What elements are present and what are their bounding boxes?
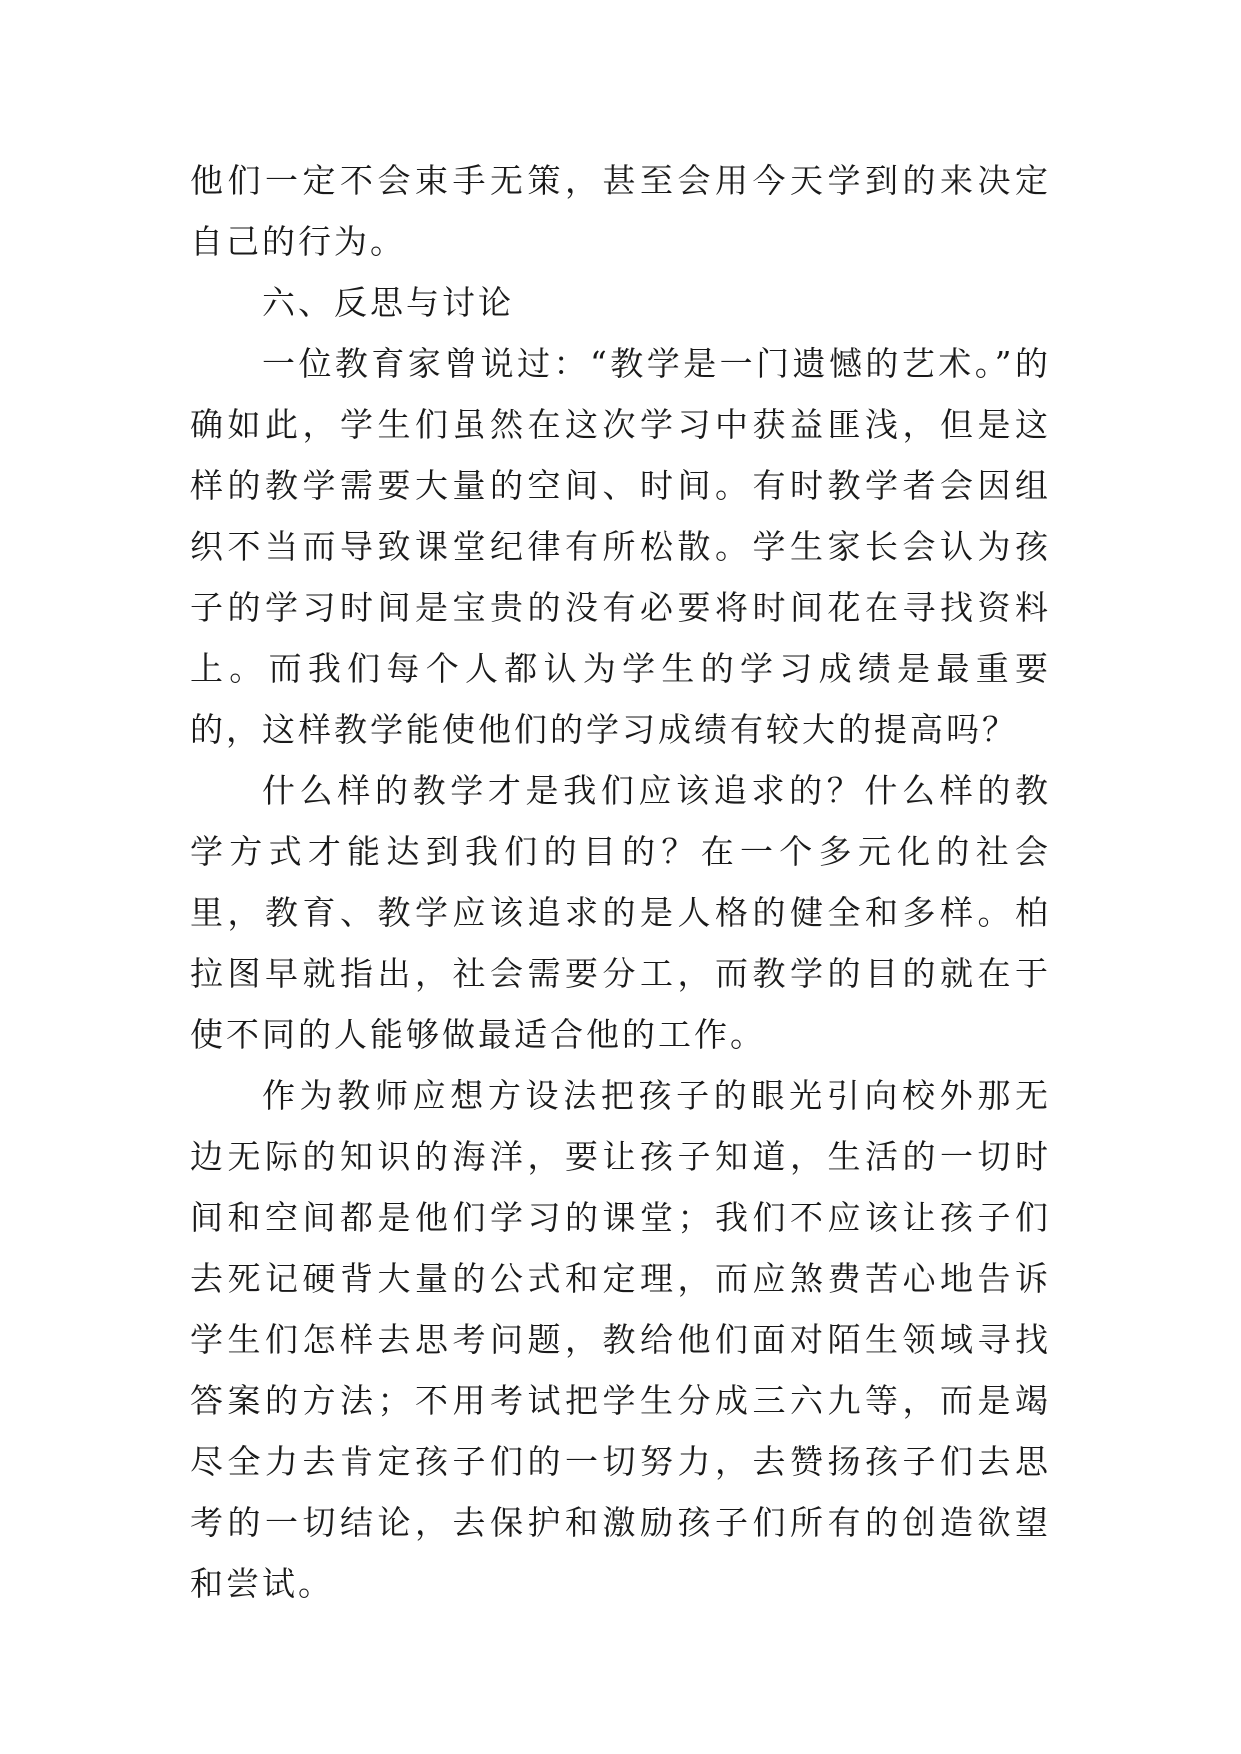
section-heading: 六、反思与讨论 <box>262 283 514 322</box>
paragraph: 一位教育家曾说过：“教学是一门遗憾的艺术。”的确如此，学生们虽然在这次学习中获益匪浅，但是这样的教学需要大量的空间、时间。有时教学者会因组织不当而导致课堂纪律有所松散。学生家长会认为孩子的学习时间是宝贵的没有必要将时间花在寻找资料上。而我们每个人都认为学生的学习成绩是最重要的，这样教学能使他们的学习成绩有较大的提高吗？ <box>190 344 1051 749</box>
paragraph: 作为教师应想方设法把孩子的眼光引向校外那无边无际的知识的海洋，要让孩子知道，生活的一切时间和空间都是他们学习的课堂；我们不应该让孩子们去死记硬背大量的公式和定理，而应煞费苦心地告诉学生们怎样去思考问题，教给他们面对陌生领域寻找答案的方法；不用考试把学生分成三六九等，而是竭尽全力去肯定孩子们的一切努力，去赞扬孩子们去思考的一切结论，去保护和激励孩子们所有的创造欲望和尝试。 <box>190 1076 1051 1603</box>
paragraph: 什么样的教学才是我们应该追求的？什么样的教学方式才能达到我们的目的？在一个多元化的社会里，教育、教学应该追求的是人格的健全和多样。柏拉图早就指出，社会需要分工，而教学的目的就在于使不同的人能够做最适合他的工作。 <box>190 771 1051 1054</box>
paragraph-continuation: 他们一定不会束手无策，甚至会用今天学到的来决定自己的行为。 <box>190 161 1051 261</box>
